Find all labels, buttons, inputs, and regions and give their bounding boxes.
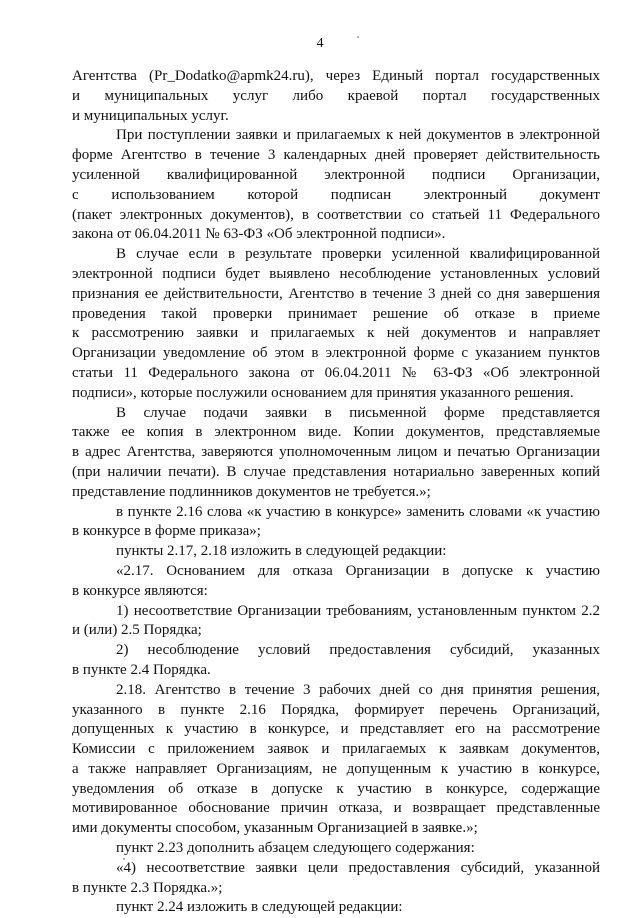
text-line: в пункте 2.16 слова «к участию в конкурсе» заменить словами «к участию	[116, 503, 600, 520]
text-line: 2.18. Агентство в течение 3 рабочих дней со дня принятия решения,	[116, 681, 600, 698]
text-line: пункт 2.24 изложить в следующей редакции:	[116, 899, 403, 916]
paragraph-written-form	[72, 404, 600, 503]
text-line: с использованием которой подписан электронный документ	[72, 186, 600, 203]
paragraph-item-2-17	[72, 562, 600, 602]
text-line: признания ее действительности, Агентство в течение 3 дней со дня завершения	[72, 285, 600, 302]
paragraph-signature-check	[72, 245, 600, 403]
scan-speck	[123, 858, 125, 860]
paragraph-agency-contacts	[72, 67, 600, 126]
text-line: представление подлинников документов не требуется.»;	[72, 483, 431, 500]
text-line: подписи», которые послужили основанием для принятия указанного решения.	[72, 384, 574, 401]
text-line: к рассмотрению заявки и прилагаемых к ней документов и направляет	[72, 325, 600, 342]
paragraph-list-item-1	[72, 602, 600, 642]
text-line: статьи 11 Федерального закона от 06.04.2011 № 63-ФЗ «Об электронной	[72, 364, 600, 381]
text-line: в пункте 2.4 Порядка.	[72, 661, 211, 678]
text-line: в адрес Агентства, заверяются уполномоченным лицом и печатью Организации	[72, 444, 600, 461]
paragraph-item-2-24	[72, 898, 600, 918]
paragraph-list-item-2	[72, 641, 600, 681]
paragraph-items-2-17-2-18	[72, 542, 600, 562]
text-line: Комиссии с приложением заявок и прилагаемых к заявкам документов,	[72, 741, 600, 758]
text-line: а также направляет Организациям, не допущенным к участию в конкурсе,	[72, 760, 600, 777]
text-line: проведения такой проверки принимает решение об отказе в приеме	[72, 305, 600, 322]
text-line: также ее копия в электронном виде. Копии документов, представляемые	[72, 424, 600, 441]
text-line: электронной подписи будет выявлено несоблюдение установленных условий	[72, 265, 600, 282]
text-line: пункт 2.23 дополнить абзацем следующего содержания:	[116, 840, 475, 857]
paragraph-item-2-23	[72, 839, 600, 859]
text-line: и муниципальных услуг либо краевой портал государственных	[72, 87, 600, 104]
text-line: и муниципальных услуг.	[72, 107, 229, 124]
text-line: ими документы способом, указанным Организацией в заявке.»;	[72, 820, 478, 837]
text-line: При поступлении заявки и прилагаемых к ней документов в электронной	[116, 127, 600, 144]
document-body	[72, 67, 600, 918]
text-line: пункты 2.17, 2.18 изложить в следующей редакции:	[116, 543, 447, 560]
text-line: мотивированное обоснование причин отказа, и возвращает представленные	[72, 800, 600, 817]
text-line: уведомления об отказе в допуске к участию в конкурсе, содержащие	[72, 780, 600, 797]
paragraph-list-item-4	[72, 859, 600, 899]
text-line: указанного в пункте 2.16 Порядка, формирует перечень Организаций,	[72, 701, 600, 718]
paragraph-item-2-16	[72, 503, 600, 543]
scan-speck	[357, 36, 359, 38]
paragraph-electronic-application	[72, 126, 600, 245]
text-line: В случае подачи заявки в письменной форме представляется	[116, 404, 600, 421]
text-line: усиленной квалифицированной электронной подписи Организации,	[72, 166, 600, 183]
text-line: в конкурсе являются:	[72, 582, 208, 599]
text-line: в конкурсе в форме приказа»;	[72, 523, 261, 540]
text-line: допущенных к участию в конкурсе, и представляет его на рассмотрение	[72, 721, 600, 738]
text-line: 1) несоответствие Организации требованиям, установленным пунктом 2.2	[116, 602, 600, 619]
text-line: «4) несоответствие заявки цели предоставления субсидий, указанной	[116, 859, 600, 876]
text-line: (пакет электронных документов), в соответствии со статьей 11 Федерального	[72, 206, 600, 223]
text-line: «2.17. Основанием для отказа Организации в допуске к участию	[116, 562, 600, 579]
text-line: Организации уведомление об этом в электронной форме с указанием пунктов	[72, 345, 600, 362]
paragraph-item-2-18	[72, 681, 600, 839]
text-line: закона от 06.04.2011 № 63-ФЗ «Об электронной подписи».	[72, 226, 446, 243]
page-number: 4	[316, 36, 324, 51]
text-line: 2) несоблюдение условий предоставления субсидий, указанных	[116, 642, 600, 659]
text-line: форме Агентство в течение 3 календарных дней проверяет действительность	[72, 147, 600, 164]
text-line: (при наличии печати). В случае представления нотариально заверенных копий	[72, 463, 600, 480]
text-line: в пункте 2.3 Порядка.»;	[72, 879, 223, 896]
text-line: Агентства (Pr_Dodatko@apmk24.ru), через Единый портал государственных	[72, 68, 600, 84]
text-line: и (или) 2.5 Порядка;	[72, 622, 202, 639]
text-line: В случае если в результате проверки усиленной квалифицированной	[116, 246, 600, 263]
